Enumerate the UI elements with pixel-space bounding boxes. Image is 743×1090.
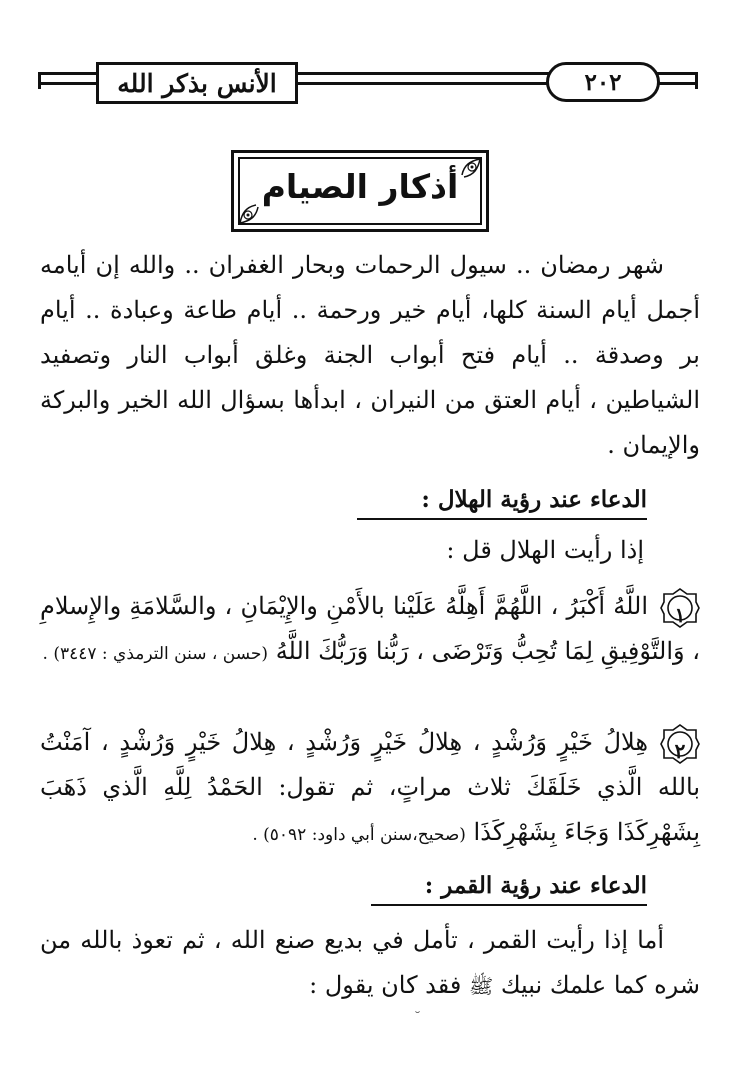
dua-number-badge — [660, 724, 700, 764]
dua-1-text: اللَّهُ أَكْبَرُ ، اللَّهُمَّ أَهِلَّهُ عَلَيْنا بالأَمْنِ والإِيْمَانِ ، والسَّلامَةِ والإِسلامِ ، وَالتَّوْفِيقِ لِمَا تُحِبُّ وَتَرْضَى ، رَبُّنا وَرَبُّكَ اللَّهُ — [40, 592, 700, 665]
dua-number-badge — [660, 588, 700, 628]
dua-1-reference: (حسن ، سنن الترمذي : ٣٤٤٧) . — [42, 644, 269, 664]
dua-number: ١ — [674, 602, 686, 627]
section-title: أذكار الصيام — [261, 167, 459, 206]
page-number: ٢٠٢ — [546, 62, 660, 102]
crescent-dua-heading: الدعاء عند رؤية الهلال : — [421, 486, 647, 513]
section-title-frame — [231, 150, 489, 232]
running-header — [38, 62, 698, 102]
crescent-intro: إذا رأيت الهلال قل : — [446, 536, 644, 564]
dua-2-text: هِلالُ خَيْرٍ وَرُشْدٍ ، هِلالُ خَيْرٍ وَرُشْدٍ ، هِلالُ خَيْرٍ وَرُشْدٍ ، آمَنْتُ بالله الَّذي خَلَقَكَ ثلاث مراتٍ، ثم تقول: الحَمْدُ لِلَّهِ الَّذي ذَهَبَ بِشَهْرِكَذَا وَجَاءَ بِشَهْرِكَذَا — [40, 728, 700, 846]
moon-dua-heading: الدعاء عند رؤية القمر : — [424, 872, 647, 899]
moon-paragraph — [40, 918, 700, 1009]
dua-number: ٢ — [674, 738, 686, 763]
page-mark: ˘ — [414, 1010, 421, 1026]
heading-underline — [357, 518, 647, 520]
salutation-glyph: ﷺ — [469, 974, 494, 998]
dua-2-paragraph — [40, 720, 700, 858]
book-title: الأنس بذكر الله — [96, 62, 298, 104]
dua-2-reference: (صحيح،سنن أبي داود: ٥٠٩٢) . — [252, 825, 466, 845]
header-rule-cap-right — [695, 73, 698, 89]
intro-paragraph: شهر رمضان .. سيول الرحمات وبحار الغفران .. والله إن أيامه أجمل أيام السنة كلها، أيام خير ورحمة .. أيام طاعة وعبادة .. أيام بر وصدقة .. أيام فتح أبواب الجنة وغلق أبواب النار وتصفيد الشياطين ، أيام العتق من النيران ، ابدأها بسؤال الله الخير والبركة والإيمان . — [40, 251, 701, 459]
moon-paragraph-end: فقد كان يقول : — [309, 971, 462, 999]
moon-paragraph-text: أما إذا رأيت القمر ، تأمل في بديع صنع الله ، ثم تعوذ بالله من شره كما علمك نبيك — [40, 926, 700, 999]
heading-underline — [371, 904, 647, 906]
dua-1-paragraph — [40, 584, 700, 677]
header-rule-cap-left — [38, 73, 41, 89]
